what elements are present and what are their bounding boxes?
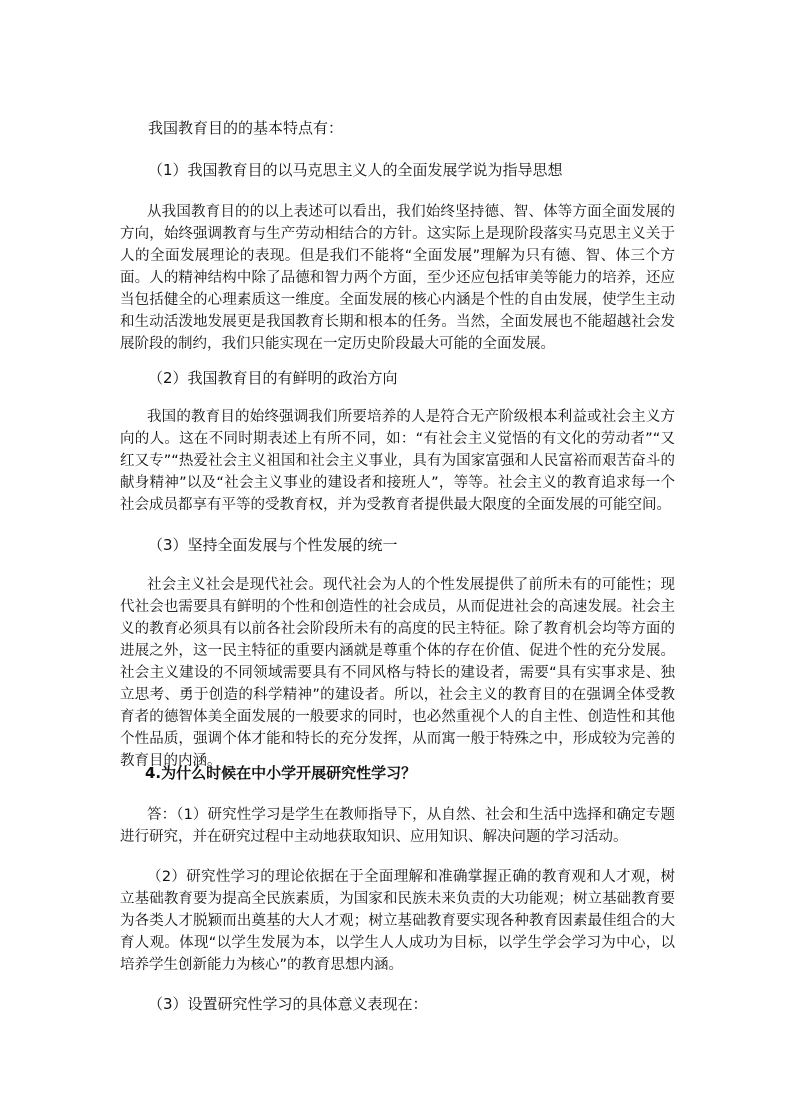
answer-2: （2）研究性学习的理论依据在于全面理解和准确掌握正确的教育观和人才观，树立基础教育要为提高全民族素质，为国家和民族未来负责的大功能观；树立基础教育要为各类人才脱颖而出奠基的大人才观；树立基础教育要实现各种教育因素最佳组合的大育人观。体现“以学生发展为本，以学生人人成功为目标，以学生学会学习为中心，以培养学生创新能力为核心”的教育思想内涵。 [120,869,675,973]
question-heading: 4.为什么时候在中小学开展研究性学习？ [145,764,417,782]
section-3-heading: （3）坚持全面发展与个性发展的统一 [148,536,398,554]
section-2-body: 我国的教育目的始终强调我们所要培养的人是符合无产阶级根本利益或社会主义方向的人。这在不同时期表述上有所不同，如：“有社会主义觉悟的有文化的劳动者”“又红又专”“热爱社会主义祖国和社会主义事业，具有为国家富强和人民富裕而艰苦奋斗的献身精神”以及“社会主义事业的建设者和接班人”，等等。社会主义的教育追求每一个社会成员都享有平等的受教育权，并为受教育者提供最大限度的全面发展的可能空间。 [120,409,675,513]
section-1-body: 从我国教育目的的以上表述可以看出，我们始终坚持德、智、体等方面全面发展的方向，始终强调教育与生产劳动相结合的方针。这实际上是现阶段落实马克思主义关于人的全面发展理论的表现。但是我们不能将“全面发展”理解为只有德、智、体三个方面。人的精神结构中除了品德和智力两个方面，至少还应包括审美等能力的培养，还应当包括健全的心理素质这一维度。全面发展的核心内涵是个性的自由发展，使学生主动和生动活泼地发展更是我国教育长期和根本的任务。当然，全面发展也不能超越社会发展阶段的制约，我们只能实现在一定历史阶段最大可能的全面发展。 [120,204,675,352]
intro-heading: 我国教育目的的基本特点有： [148,119,344,137]
answer-3-heading: （3）设置研究性学习的具体意义表现在： [148,995,428,1013]
section-2-heading: （2）我国教育目的有鲜明的政治方向 [148,369,398,387]
section-3-body: 社会主义社会是现代社会。现代社会为人的个性发展提供了前所未有的可能性；现代社会也需要具有鲜明的个性和创造性的社会成员，从而促进社会的高速发展。社会主义的教育必须具有以前各社会阶段所未有的高度的民主特征。除了教育机会均等方面的进展之外，这一民主特征的重要内涵就是尊重个体的存在价值、促进个性的充分发展。社会主义建设的不同领域需要具有不同风格与特长的建设者，需要“具有实事求是、独立思考、勇于创造的科学精神”的建设者。所以，社会主义的教育目的在强调全体受教育者的德智体美全面发展的一般要求的同时，也必然重视个人的自主性、创造性和其他个性品质，强调个体才能和特长的充分发挥，从而寓一般于特殊之中，形成较为完善的教育目的内涵。 [120,577,675,769]
answer-1: 答：（1）研究性学习是学生在教师指导下，从自然、社会和生活中选择和确定专题进行研究，并在研究过程中主动地获取知识、应用知识、解决问题的学习活动。 [120,807,675,845]
section-1-heading: （1）我国教育目的以马克思主义人的全面发展学说为指导思想 [148,161,563,179]
